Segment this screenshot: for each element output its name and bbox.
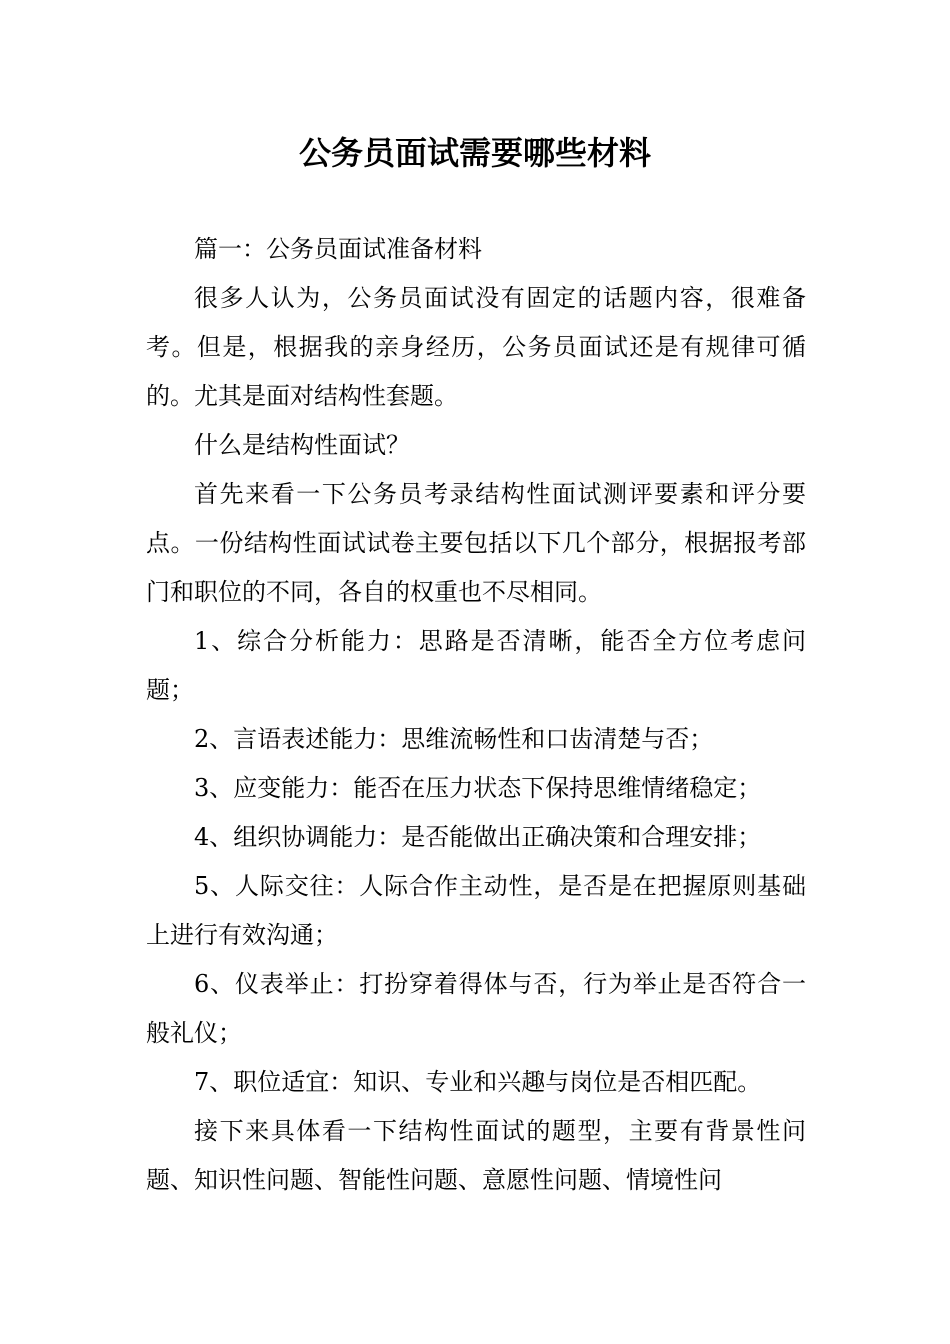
list-item-1: 1、综合分析能力：思路是否清晰，能否全方位考虑问题； xyxy=(146,627,806,704)
paragraph-evaluation: 首先来看一下公务员考录结构性面试测评要素和评分要点。一份结构性面试试卷主要包括以下几个部分，根据报考部门和职位的不同，各自的权重也不尽相同。 xyxy=(146,480,806,606)
paragraph-section-heading: 篇一：公务员面试准备材料 xyxy=(194,235,482,263)
document-title: 公务员面试需要哪些材料 xyxy=(298,134,651,172)
list-item-5: 5、人际交往：人际合作主动性，是否是在把握原则基础上进行有效沟通； xyxy=(146,872,806,949)
paragraph-question-types: 接下来具体看一下结构性面试的题型，主要有背景性问题、知识性问题、智能性问题、意愿性问题、情境性问 xyxy=(146,1117,806,1194)
document-body xyxy=(146,225,806,1205)
paragraph-intro: 很多人认为，公务员面试没有固定的话题内容，很难备考。但是，根据我的亲身经历，公务员面试还是有规律可循的。尤其是面对结构性套题。 xyxy=(146,284,806,410)
list-item-6: 6、仪表举止：打扮穿着得体与否，行为举止是否符合一般礼仪； xyxy=(146,970,806,1047)
list-item-7: 7、职位适宜：知识、专业和兴趣与岗位是否相匹配。 xyxy=(194,1068,762,1096)
list-item-2: 2、言语表述能力：思维流畅性和口齿清楚与否； xyxy=(194,725,714,753)
list-item-4: 4、组织协调能力：是否能做出正确决策和合理安排； xyxy=(194,823,762,851)
paragraph-question: 什么是结构性面试？ xyxy=(194,431,410,459)
list-item-3: 3、应变能力：能否在压力状态下保持思维情绪稳定； xyxy=(194,774,762,802)
